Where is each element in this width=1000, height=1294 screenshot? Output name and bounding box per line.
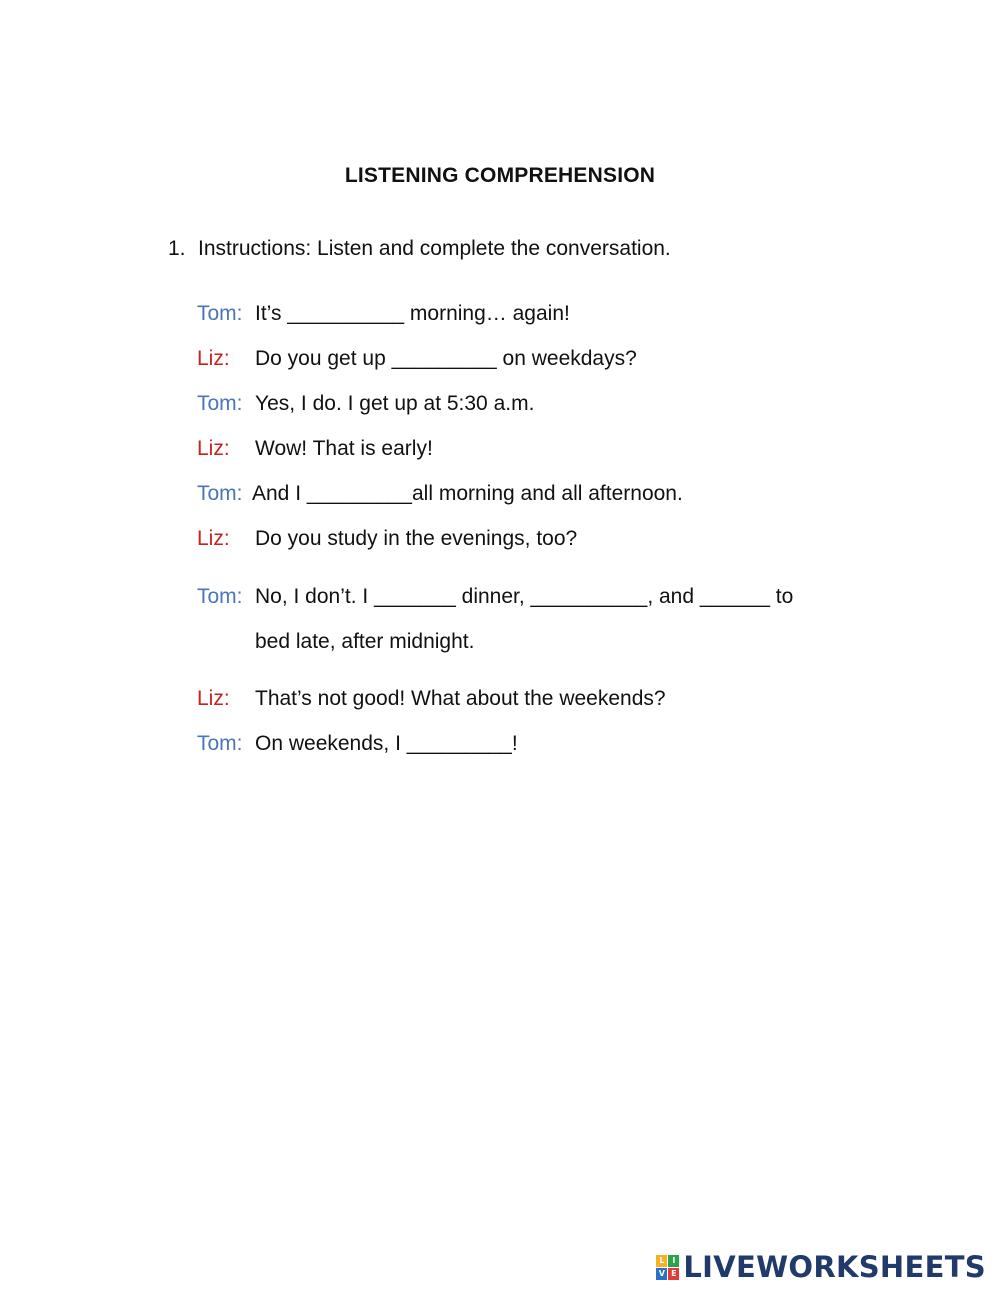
speaker-liz: Liz:: [197, 347, 230, 370]
dialogue-line-2: [197, 347, 637, 371]
logo-block: L: [656, 1255, 667, 1267]
speaker-tom: Tom:: [197, 732, 243, 755]
dialogue-line-4: [197, 437, 433, 461]
dialogue-line-8: [197, 687, 666, 711]
dialogue-line-5: [197, 482, 683, 506]
logo-block: V: [656, 1268, 667, 1280]
instructions: [168, 237, 671, 261]
dialogue-text: Yes, I do. I get up at 5:30 a.m.: [255, 392, 535, 415]
dialogue-text: And I _________all morning and all afternoon.: [252, 482, 683, 505]
dialogue-text: Do you study in the evenings, too?: [255, 527, 578, 550]
logo-text: LIVEWORKSHEETS: [683, 1250, 986, 1284]
dialogue-text: On weekends, I _________!: [255, 732, 518, 755]
page-title: LISTENING COMPREHENSION: [344, 164, 656, 187]
dialogue-line-7: [197, 585, 793, 609]
logo-blocks-icon: [656, 1255, 679, 1280]
dialogue-text: Do you get up _________ on weekdays?: [255, 347, 637, 370]
dialogue-text: That’s not good! What about the weekends?: [255, 687, 666, 710]
speaker-tom: Tom:: [197, 302, 243, 325]
dialogue-line-3: [197, 392, 534, 416]
dialogue-line-6: [197, 527, 577, 551]
speaker-liz: Liz:: [197, 437, 230, 460]
speaker-tom: Tom:: [197, 482, 243, 505]
instructions-text: Instructions: Listen and complete the conversation.: [198, 237, 671, 260]
speaker-liz: Liz:: [197, 527, 230, 550]
dialogue-text: It’s __________ morning… again!: [255, 302, 570, 325]
dialogue-line-9: [197, 732, 518, 756]
instructions-number: 1.: [168, 237, 186, 260]
dialogue-text: No, I don’t. I _______ dinner, __________, and ______ to: [255, 585, 794, 608]
logo-block: E: [668, 1268, 679, 1280]
speaker-tom: Tom:: [197, 585, 243, 608]
dialogue-line-7-continuation: bed late, after midnight.: [255, 630, 475, 653]
speaker-tom: Tom:: [197, 392, 243, 415]
liveworksheets-logo: [656, 1250, 986, 1284]
dialogue-line-1: [197, 302, 570, 326]
speaker-liz: Liz:: [197, 687, 230, 710]
logo-block: I: [668, 1255, 679, 1267]
dialogue-text: Wow! That is early!: [255, 437, 433, 460]
